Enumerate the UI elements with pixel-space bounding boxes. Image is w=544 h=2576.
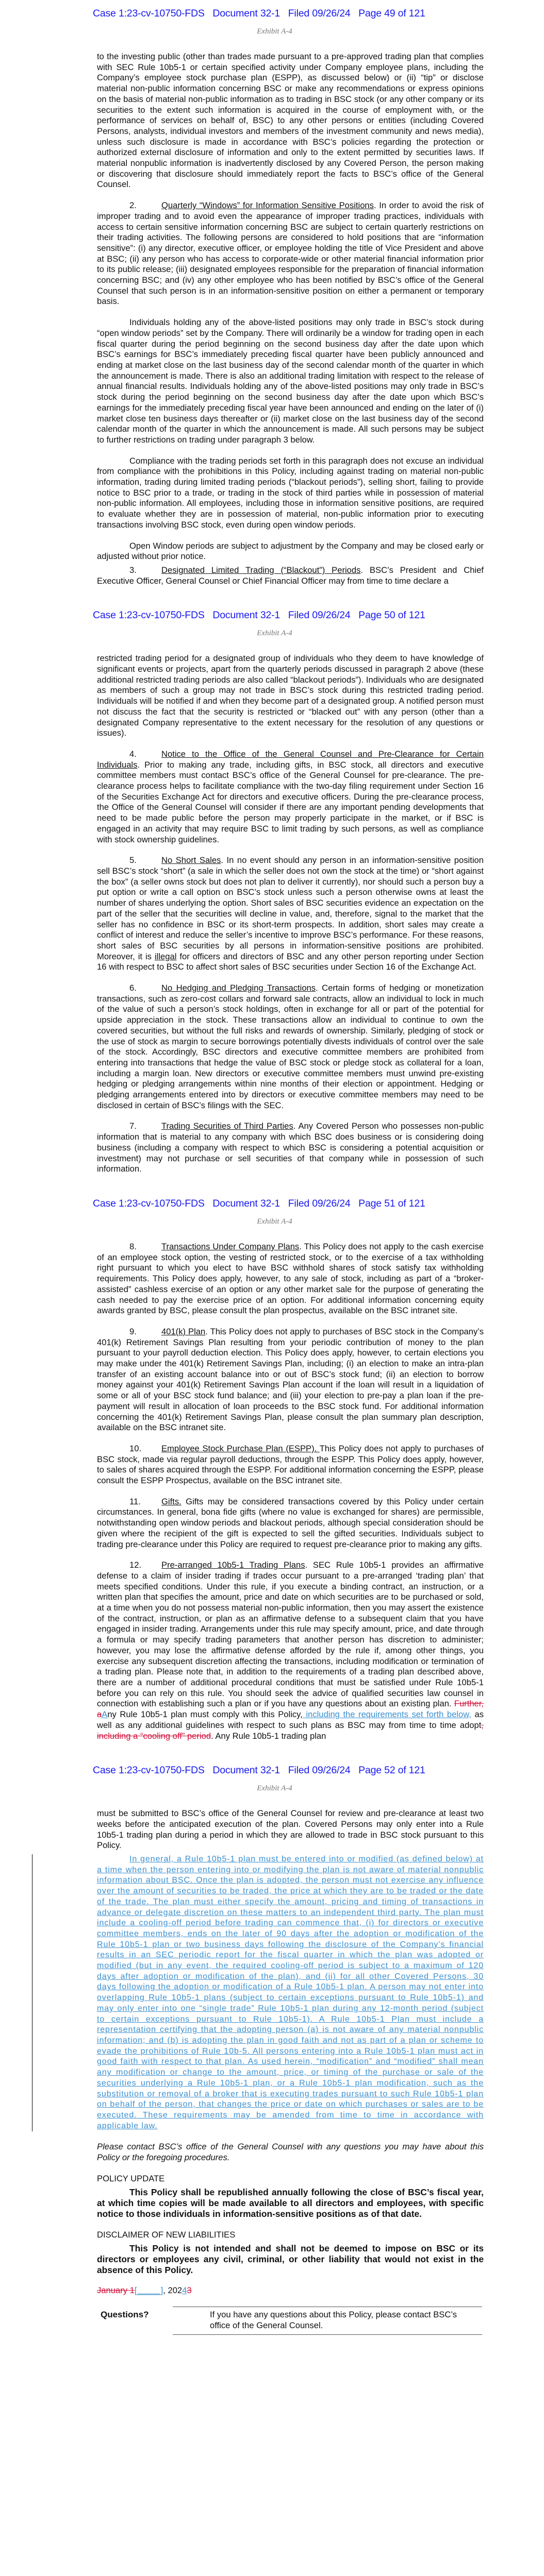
case-header: Case 1:23-cv-10750-FDS Document 32-1 Filed 09/26/24 Page 50 of 121	[93, 609, 425, 621]
case-header: Case 1:23-cv-10750-FDS Document 32-1 Filed 09/26/24 Page 49 of 121	[93, 8, 425, 19]
section-title: Quarterly “Windows” for Information Sensitive Positions	[161, 200, 374, 211]
date-text: , 202	[163, 2285, 183, 2296]
section-3	[97, 565, 484, 586]
questions-label: Questions?	[101, 2310, 149, 2320]
section-7	[97, 1121, 484, 1175]
section-text: Gifts may be considered transactions covered by this Policy under certain circumstances. In general, bona fide gifts (where no value is exchanged for shares) are permissible, notwithstanding open window periods and blackout periods, although special consideration should be given where the recipient of the gift is expected to sell the gifted securities. Individuals subject to trading pre-clearance under this Policy are required to request pre-clearance prior to making any gifts.	[97, 1496, 484, 1549]
paragraph-open-window-periods: Individuals holding any of the above-listed positions may only trade in BSC’s stock during “open window periods” set by the Company. There will ordinarily be a window for trading open in each fiscal quarter during the period beginning on the second business day after the date upon which BSC’s earnings for BSC’s immediately preceding fiscal quarter have been publicly announced and ending at market close on the last business day of the second calendar month of the quarter in which the announcement is made. There is also an additional trading limitation with respect to the release of annual financial results. Individuals holding any of the above-listed positions may only trade in BSC’s stock during the period beginning on the second business day after the date upon which BSC’s earnings for the immediately preceding fiscal year have been announced and ending on the later of (i) market close ten business days thereafter or (ii) market close on the last business day of the second calendar month of the quarter in which the announcement is made. All such persons may be subject to further restrictions on trading under paragraph 3 below.	[97, 317, 484, 445]
section-number: 7.	[129, 1121, 137, 1131]
page-49	[0, 7, 544, 586]
section-8	[97, 1242, 484, 1316]
section-10	[97, 1444, 484, 1486]
paragraph-continued: restricted trading period for a designated group of individuals who they deem to have knowledge of significant events or projects, apart from the quarterly periods discussed in paragraph 2 above (these additional restricted trading periods are also called “blackout periods”). Individuals who are designated as members of such a group may not trade in BSC’s stock during this restricted trading period. Individuals will be notified if and when they become part of a designated group. A notified person must not discuss the fact that the security is restricted or “blacked out” with any person (other than a designated Company representative to the extent necessary for the resolution of any questions or issues).	[97, 653, 484, 738]
section-9	[97, 1327, 484, 1433]
section-number: 4.	[129, 749, 137, 759]
page-52	[0, 1764, 544, 2335]
section-text: . Prior to making any trade, including gifts, in BSC stock, all directors and executive committee members must contact BSC’s office of the General Counsel for pre-clearance. The pre-clearance process helps to facilitate compliance with the two-day filing requirement under Section 16 of the Securities Exchange Act for directors and executive officers. During the pre-clearance process, the Office of the General Counsel will consider if there are any important pending developments that need to be made public before the person may properly participate in the market, or if BSC is engaged in an activity that may require BSC to limit trading by such persons, as well as compliance with stock ownership guidelines.	[97, 759, 484, 844]
section-text: . In no event should any person in an information-sensitive position sell BSC’s stock “short” (a sale in which the seller does not own the stock at the time) or “short against the box” (a seller owns stock but does not plan to deliver it currently), nor should such a person buy a put option or write a call option on BSC’s stock unless such a person otherwise owns at least the number of shares underlying the option. Short sales of BSC securities evidence an expectation on the part of the seller that the securities will decline in value, and, therefore, signal to the market that the seller has no confidence in BSC or its short-term prospects. In addition, short sales may create a conflict of interest and reduce the seller’s incentive to improve BSC’s performance. For these reasons, short sales of BSC securities by all persons in information-sensitive positions are prohibited. Moreover, it is	[97, 855, 484, 961]
deleted-text: 3	[187, 2285, 192, 2296]
divider	[173, 2334, 482, 2335]
section-number: 10.	[129, 1443, 142, 1453]
section-text: . This Policy does not apply to purchases of BSC stock in the Company’s 401(k) Retirement Savings Plan resulting from your periodic contribution of money to the plan pursuant to your payroll deduction election. This Policy does apply, however, to certain elections you may make under the 401(k) Retirement Savings Plan, including; (i) an election to make an intra-plan transfer of an existing account balance into or out of BSC’s stock fund; (ii) an election to borrow money against your 401(k) Retirement Savings Plan account if the loan will result in a liquidation of some or all of your BSC stock fund balance; and (iii) your election to pre-pay a plan loan if the pre-payment will result in allocation of loan proceeds to the BSC stock fund. For additional information concerning the 401(k) Retirement Savings Plan, please consult the plan summary plan description, available on the BSC intranet site.	[97, 1326, 484, 1433]
page-50	[0, 609, 544, 1175]
deleted-text: Further, a	[97, 1699, 484, 1720]
section-text: for officers and directors of BSC and any other person reporting under Section 16 with respect to BSC to affect short sales of BSC securities under Section 16 of the Exchange Act.	[97, 951, 484, 972]
case-header: Case 1:23-cv-10750-FDS Document 32-1 Filed 09/26/24 Page 52 of 121	[93, 1765, 425, 1776]
section-text: . In order to avoid the risk of improper trading and to avoid even the appearance of improper trading practices, individuals with access to certain sensitive information concerning BSC are subject to certain quarterly restrictions on their trading activities. The following persons are considered to hold positions that are “information sensitive”: (i) any director, executive officer, or employee holding the title of Vice President and above at BSC; (ii) any person who has access to corporate-wide or other material financial information prior to its public release; (iii) designated employees responsible for the preparation of financial information concerning BSC; and (iv) any other employee who has been notified by BSC’s office of the General Counsel that such person is in an information-sensitive position on either a permanent or temporary basis.	[97, 200, 484, 307]
paragraph-continued: to the investing public (other than trades made pursuant to a pre-approved trading plan that complies with SEC Rule 10b5-1 or certain specified activity under Company employee plans, including the Company’s employee stock purchase plan (ESPP), as discussed below) or (ii) “tip” or disclose material non-public information concerning BSC or make any recommendations or express opinions on the basis of material non-public information as to trading in BSC stock (or any other company or its securities to the extent such information is acquired in the course of employment with, or the performance of services on behalf of, BSC) to any other persons or entities (including Covered Persons, analysts, individual investors and members of the investment community and news media), unless such disclosure is made in accordance with BSC’s policies regarding the protection or authorized external disclosure of information and only to the extent permitted by securities laws. If material nonpublic information is inadvertently disclosed by any Covered Person, the person making or discovering that disclosure should immediately report the facts to BSC’s office of the General Counsel.	[97, 52, 484, 190]
section-text: This Policy does not apply to purchases of BSC stock, made via regular payroll deductions, through the ESPP. This Policy does apply, however, to sales of shares acquired through the ESPP. For additional information concerning the ESPP, please consult the ESPP Prospectus, available on the BSC intranet site.	[97, 1443, 484, 1486]
inserted-text: [_____]	[134, 2285, 163, 2296]
section-text: . Any Rule 10b5-1 trading plan	[211, 1731, 326, 1741]
case-header: Case 1:23-cv-10750-FDS Document 32-1 Filed 09/26/24 Page 51 of 121	[93, 1197, 425, 1209]
section-number: 9.	[129, 1326, 137, 1336]
disclaimer-text: This Policy is not intended and shall not be deemed to impose on BSC or its directors or employees any civil, criminal, or other liability that would not exist in the absence of this Policy.	[97, 2243, 484, 2275]
inserted-text: A	[102, 1709, 108, 1720]
section-number: 5.	[129, 855, 137, 866]
section-title: No Hedging and Pledging Transactions	[161, 983, 316, 993]
section-number: 12.	[129, 1560, 142, 1570]
section-2	[97, 200, 484, 307]
disclaimer-heading: DISCLAIMER OF NEW LIABILITIES	[97, 2229, 236, 2240]
section-6	[97, 983, 484, 1111]
section-number: 2.	[129, 200, 137, 211]
section-title: Designated Limited Trading (“Blackout”) Periods	[161, 565, 361, 575]
section-5	[97, 855, 484, 973]
section-title: 401(k) Plan	[161, 1326, 206, 1336]
section-text: . Any Covered Person who possesses non-public information that is material to any company with which BSC does business or is considering doing business (including a company with respect to which BSC is considering a potential acquisition or investment) may not purchase or sell securities of that company while in possession of such information.	[97, 1121, 484, 1174]
deleted-text: January 1	[97, 2285, 135, 2296]
section-text: . This Policy does not apply to the cash exercise of an employee stock option, the vesting of restricted stock, or to the exercise of a tax withholding right pursuant to which you elect to have BSC withhold shares of stock satisfy tax withholding requirements. This Policy does apply, however, to any sale of stock, including as part of a “broker-assisted” cashless exercise of an option or any other market sale for the purpose of generating the cash needed to pay the exercise price of an option. For additional information concerning equity awards granted by BSC, please consult the plan prospectus, available on the BSC intranet site.	[97, 1241, 484, 1316]
questions-text: If you have any questions about this Policy, please contact BSC’s office of the General Counsel.	[210, 2310, 457, 2330]
section-title: Pre-arranged 10b5-1 Trading Plans	[161, 1560, 305, 1570]
section-11	[97, 1497, 484, 1550]
section-number: 8.	[129, 1241, 137, 1251]
section-title: Employee Stock Purchase Plan (ESPP).	[161, 1443, 320, 1453]
inserted-paragraph-10b5-1-requirements	[97, 1854, 484, 2131]
section-number: 3.	[129, 565, 137, 575]
section-text: . SEC Rule 10b5-1 provides an affirmative defense to a claim of insider trading if trades occur pursuant to a pre-arranged ‘trading plan’ that meets specified conditions. Under this rule, if you execute a binding contract, an instruction, or a written plan that specifies the amount, price and date on which securities are to be purchased or sold, at a time when you do not possess material non-public information, then you may assert the existence of the contract, instruction, or plan as an affirmative defense to a subsequent claim that you have engaged in insider trading. Arrangements under this rule may specify amount, price, and date through a formula or may specify trading parameters that another person has discretion to administer; however, you may lose the affirmative defense afforded by the rule if, among other things, you exercise any subsequent discretion affecting the transactions, including modification or termination of a trading plan. Please note that, in addition to the requirements of a trading plan described above, there are a number of additional procedural conditions that must be satisfied under Rule 10b5-1 before you can rely on this rule. You should seek the advice of qualified securities law counsel in connection with establishing such a plan or if you have any questions about an existing plan.	[97, 1560, 484, 1709]
inserted-text: including the requirements set forth below,	[302, 1709, 471, 1720]
inserted-text: 4	[182, 2285, 187, 2296]
inserted-paragraph-text: In general, a Rule 10b5-1 plan must be entered into or modified (as defined below) at a time when the person entering into or modifying the plan is not aware of material nonpublic information about BSC. Once the plan is adopted, the person must not exercise any influence over the amount of securities to be traded, the price at which they are to be traded or the date of the trade. The plan must either specify the amount, pricing and timing of transactions in advance or delegate discretion on these matters to an independent third party. The plan must include a cooling-off period before trading can commence that, (i) for directors or executive committee members, ends on the later of 90 days after the adoption or modification of the Rule 10b5-1 plan or two business days following the disclosure of the Company’s financial results in an SEC periodic report for the fiscal quarter in which the plan was adopted or modified (but in any event, the required cooling-off period is subject to a maximum of 120 days after adoption or modification of the plan), and (ii) for all other Covered Persons, 30 days following the adoption or modification of a Rule 10b5-1 plan. A person may not enter into overlapping Rule 10b5-1 plans (subject to certain exceptions pursuant to Rule 10b5-1) and may only enter into one “single trade” Rule 10b5-1 plan during any 12-month period (subject to certain exceptions pursuant to Rule 10b5-1). A Rule 10b5-1 Plan must include a representation certifying that the adopting person (a) is not aware of any material nonpublic information; and (b) is adopting the plan in good faith and not as part of a plan or scheme to evade the prohibitions of Rule 10b-5. All persons entering into a Rule 10b5-1 plan must act in good faith with respect to that plan. As used herein, “modification” and “modified” shall mean any modification or change to the amount, price, or timing of the purchase or sale of the securities underlying a Rule 10b5-1 plan, or a Rule 10b5-1 plan modification, such as the substitution or removal of a broker that is executing trades pursuant to such Rule 10b5-1 plan on behalf of the person, that changes the price or date on which purchases or sales are to be executed. These requirements may be amended from time to time in accordance with applicable law.	[97, 1855, 484, 2130]
section-title: Transactions Under Company Plans	[161, 1241, 300, 1251]
policy-update-heading: POLICY UPDATE	[97, 2173, 165, 2183]
exhibit-label: Exhibit A-4	[257, 1784, 292, 1793]
emphasis-illegal: illegal	[154, 951, 177, 961]
exhibit-label: Exhibit A-4	[257, 629, 292, 638]
section-title: Notice to the Office of the General Counsel and Pre-Clearance for Certain Individuals	[97, 749, 484, 770]
section-title: Trading Securities of Third Parties	[161, 1121, 293, 1131]
section-number: 11.	[129, 1496, 141, 1506]
section-text: . Certain forms of hedging or monetization transactions, such as zero-cost collars and forward sale contracts, allow an individual to lock in much of the value of such a person’s stock holdings, often in exchange for all or part of the potential for upside appreciation in the stock. These transactions allow an individual to continue to own the covered securities, but without the full risks and rewards of ownership. Similarly, pledging of stock or the use of stock as margin to secure borrowings potentially divests individuals of control over the sale of the stock. Accordingly, BSC directors and executive committee members are prohibited from entering into transactions that hedge the value of BSC stock or pledge stock as collateral for a loan, including a margin loan. New directors or executive committee members must unwind pre-existing hedging or pledging arrangements within nine months of their election or appointment. Hedging or pledging arrangements entered into by directors or executive committee members may need to be disclosed in certain of BSC’s filings with the SEC.	[97, 983, 484, 1110]
section-text: as well as any additional guidelines with respect to such plans as BSC may from time to time adopt	[97, 1709, 484, 1730]
policy-update-text: This Policy shall be republished annually following the close of BSC’s fiscal year, at which time copies will be made available to all directors and employees, with specific notice to those individuals in information-sensitive positions as of that date.	[97, 2187, 484, 2219]
section-text: ny Rule 10b5-1 plan must comply with this Policy,	[107, 1709, 303, 1720]
paragraph-compliance: Compliance with the trading periods set forth in this paragraph does not excuse an individual from compliance with the prohibitions in this Policy, including against trading on material non-public information, trading during limited trading periods (“blackout periods”), selling short, failing to provide notice to BSC prior to a trade, or trading in the stock of third parties while in possession of material non-public information. All employees, including those in information sensitive positions, are required to evaluate whether they are in possession of material, non-public information prior to executing transactions involving BSC stock, even during open window periods.	[97, 455, 484, 530]
section-4	[97, 749, 484, 845]
exhibit-label: Exhibit A-4	[257, 27, 292, 36]
contact-note: Please contact BSC’s office of the General Counsel with any questions you may have about this Policy or the foregoing procedures.	[97, 2142, 484, 2163]
paragraph-continued: must be submitted to BSC’s office of the General Counsel for review and pre-clearance at least two weeks before the anticipated execution of the plan. Covered Persons may only enter into a Rule 10b5-1 trading plan during a period in which they are allowed to trade in BSC stock pursuant to this Policy.	[97, 1808, 484, 1851]
section-title: No Short Sales	[161, 855, 221, 866]
questions-box	[101, 2307, 482, 2335]
paragraph-open-window-adjustment: Open Window periods are subject to adjustment by the Company and may be closed early or adjusted without prior notice.	[97, 540, 484, 562]
section-title: Gifts.	[161, 1496, 182, 1506]
exhibit-label: Exhibit A-4	[257, 1217, 292, 1226]
section-number: 6.	[129, 983, 137, 993]
section-text: . BSC’s President and Chief Executive Officer, General Counsel or Chief Financial Officer may from time to time declare a	[97, 565, 484, 586]
policy-date	[97, 2285, 544, 2296]
section-12	[97, 1560, 484, 1741]
page-51	[0, 1197, 544, 1741]
deleted-text: , including a “cooling off” period	[97, 1720, 484, 1741]
